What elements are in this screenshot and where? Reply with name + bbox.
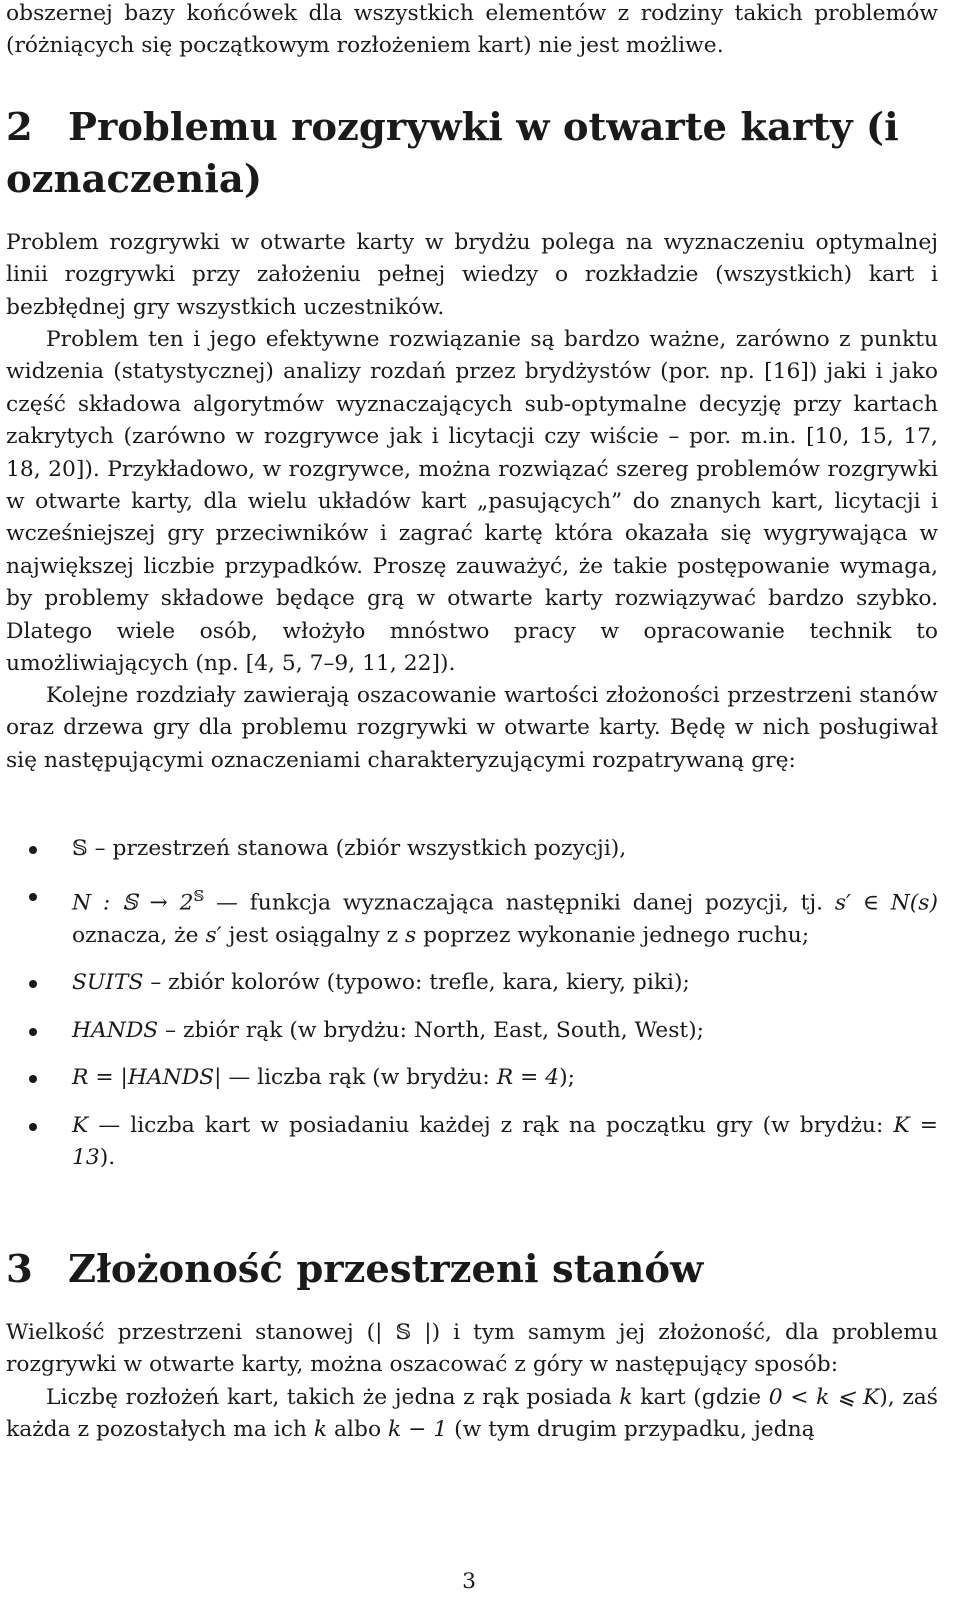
description: ); (559, 1065, 575, 1091)
section-2-paragraph-3: Kolejne rozdziały zawierają oszacowanie wartości złożoności przestrzeni stanów oraz drzewa gry dla problemu rozgrywki w otwarte karty. Będę w nich posługiwał się następującymi oznaczeniami charakteryzującymi rozpatrywaną grę: (6, 683, 938, 773)
description: — liczba rąk (w brydżu: (221, 1065, 497, 1091)
symbol: 𝕊 (72, 836, 88, 861)
symbol: K (72, 1112, 89, 1138)
bullet-icon (29, 980, 37, 988)
superscript: 𝕊 (193, 887, 205, 906)
math: | 𝕊 | (375, 1320, 432, 1345)
description: poprzez wykonanie jednego ruchu; (416, 923, 810, 949)
text-run: Liczbę rozłożeń kart, takich że jedna z rąk posiada (46, 1385, 620, 1410)
text-run: kart (gdzie (632, 1385, 769, 1410)
page-number: 3 (462, 1569, 476, 1594)
text-run: (w tym drugim przypadku, jedną (447, 1417, 815, 1443)
list-item (6, 1062, 938, 1094)
section-2-paragraph-2: Problem ten i jego efektywne rozwiązanie są bardzo ważne, zarówno z punktu widzenia (statystycznej) analizy rozdań przez brydżystów (por. np. [16]) jaki i jako część składowa algorytmów wyznaczających sub-optymalne decyzję przy kartach zakrytych (zarówno w rozgrywce jak i licytacji czy wiście – por. m.in. [10, 15, 17, 18, 20]). Przykładowo, w rozgrywce, można rozwiązać szereg problemów rozgrywki w otwarte karty, dla wielu układów kart „pasujących” do znanych kart, licytacji i wcześniejszej gry przeciwników i zagrać kartę która okazała się wygrywająca w największej liczbie przypadków. Proszę zauważyć, że takie postępowanie wymaga, by problemy składowe będące grą w otwarte karty rozwiązywać bardzo szybko. Dlatego wiele osób, włożyło mnóstwo pracy w opracowanie technik to umożliwiających (np. [4, 5, 7–9, 11, 22]). (6, 327, 938, 677)
bullet-icon (29, 1028, 37, 1036)
description: – zbiór rąk (w brydżu: North, East, South, West); (158, 1017, 704, 1043)
text-run: ) i tym samym jej złożoność, dla problemu rozgrywki w otwarte karty, można oszacować z góry w następujący sposób: (6, 1320, 938, 1378)
description: — funkcja wyznaczająca następniki danej pozycji, tj. (204, 890, 835, 916)
math: k (619, 1385, 633, 1410)
math: R = 4 (496, 1065, 560, 1091)
list-item (6, 880, 938, 952)
text-run: Wielkość przestrzeni stanowej ( (6, 1320, 376, 1345)
intro-paragraph: obszernej bazy końcówek dla wszystkich elementów z rodziny takich problemów (różniących się początkowym rozłożeniem kart) nie jest możliwe. (6, 1, 938, 59)
symbol: R = |HANDS| (72, 1065, 222, 1091)
section-3-title: Złożoność przestrzeni stanów (68, 1247, 704, 1292)
symbol: N : 𝕊 → 2 (72, 890, 194, 916)
description: – przestrzeń stanowa (zbiór wszystkich pozycji), (87, 836, 627, 861)
bullet-icon (29, 846, 37, 854)
symbol: SUITS (72, 970, 144, 996)
bullet-icon (29, 1123, 37, 1131)
math: s (405, 923, 417, 949)
math: s′ ∈ N(s) (834, 890, 938, 916)
text-run: albo (327, 1417, 389, 1443)
section-2-title: Problemu rozgrywki w otwarte karty (i oznaczenia) (6, 105, 899, 202)
text-run: ), zaś każda z pozostałych ma ich (6, 1385, 938, 1443)
list-item (6, 833, 938, 865)
description: – zbiór kolorów (typowo: trefle, kara, kiery, piki); (143, 970, 690, 996)
description: oznacza, że (72, 923, 206, 949)
description: jest osiągalny z (221, 923, 405, 949)
math: 0 < k ⩽ K (768, 1385, 880, 1410)
notation-list (6, 833, 938, 1175)
symbol: HANDS (72, 1017, 159, 1043)
math: k (313, 1417, 328, 1443)
section-3-paragraph-1 (6, 1317, 938, 1382)
math: K = 13 (72, 1112, 939, 1171)
section-2-heading (6, 102, 938, 206)
math: s′ (205, 923, 222, 949)
description: ). (99, 1145, 116, 1171)
list-item (6, 967, 938, 999)
section-2-number: 2 (6, 105, 33, 150)
section-2-paragraph-1: Problem rozgrywki w otwarte karty w brydżu polega na wyznaczeniu optymalnej linii rozgrywki przy założeniu pełnej wiedzy o rozkładzie (wszystkich) kart i bezbłędnej gry wszystkich uczestników. (6, 230, 938, 320)
description: — liczba kart w posiadaniu każdej z rąk na początku gry (w brydżu: (88, 1112, 894, 1138)
section-3-heading (6, 1244, 938, 1296)
bullet-icon (29, 893, 37, 901)
bullet-icon (29, 1075, 37, 1083)
section-3-paragraph-2 (6, 1382, 938, 1447)
math: k − 1 (388, 1417, 448, 1443)
list-item (6, 1015, 938, 1047)
list-item (6, 1110, 938, 1175)
section-3-number: 3 (6, 1247, 33, 1292)
